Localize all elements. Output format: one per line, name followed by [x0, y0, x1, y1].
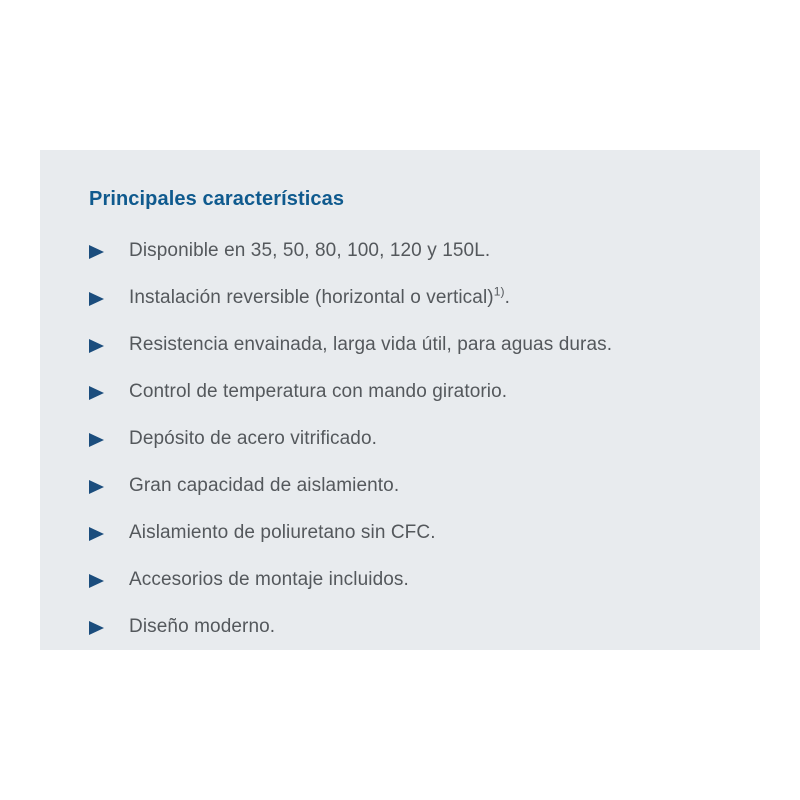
feature-list: [89, 239, 730, 662]
feature-text: [129, 428, 377, 450]
right-triangle-icon: [89, 527, 104, 541]
feature-text-main: Resistencia envainada, larga vida útil, para aguas duras.: [129, 334, 613, 355]
feature-text-main: Disponible en 35, 50, 80, 100, 120 y 150L.: [129, 240, 491, 261]
features-panel: [40, 150, 760, 650]
feature-text: [129, 284, 510, 309]
feature-text-tail: .: [504, 287, 510, 308]
panel-title: Principales características: [89, 188, 345, 210]
feature-text: [129, 475, 399, 497]
feature-text: [129, 522, 436, 544]
right-triangle-icon: [89, 292, 104, 306]
feature-text-main: Control de temperatura con mando giratorio.: [129, 381, 508, 402]
feature-text: [129, 381, 507, 403]
feature-text: [129, 240, 490, 262]
feature-text-main: Instalación reversible (horizontal o vertical): [129, 287, 494, 308]
right-triangle-icon: [89, 339, 104, 353]
feature-text-main: Accesorios de montaje incluidos.: [129, 569, 409, 590]
feature-text-main: Aislamiento de poliuretano sin CFC.: [129, 522, 436, 543]
feature-text: [129, 334, 612, 356]
feature-text-main: Depósito de acero vitrificado.: [129, 428, 378, 449]
right-triangle-icon: [89, 433, 104, 447]
feature-text-main: Gran capacidad de aislamiento.: [129, 475, 400, 496]
feature-text-main: Diseño moderno.: [129, 616, 276, 637]
feature-list-item: [89, 380, 730, 404]
feature-superscript: 1): [493, 284, 505, 299]
feature-list-item: [89, 521, 730, 545]
feature-list-item: [89, 286, 730, 310]
feature-list-item: [89, 333, 730, 357]
feature-list-item: [89, 427, 730, 451]
feature-text: [129, 616, 275, 638]
feature-list-item: [89, 615, 730, 639]
feature-list-item: [89, 474, 730, 498]
right-triangle-icon: [89, 480, 104, 494]
right-triangle-icon: [89, 574, 104, 588]
right-triangle-icon: [89, 621, 104, 635]
feature-list-item: [89, 568, 730, 592]
feature-text: [129, 569, 409, 591]
right-triangle-icon: [89, 245, 104, 259]
right-triangle-icon: [89, 386, 104, 400]
feature-list-item: [89, 239, 730, 263]
